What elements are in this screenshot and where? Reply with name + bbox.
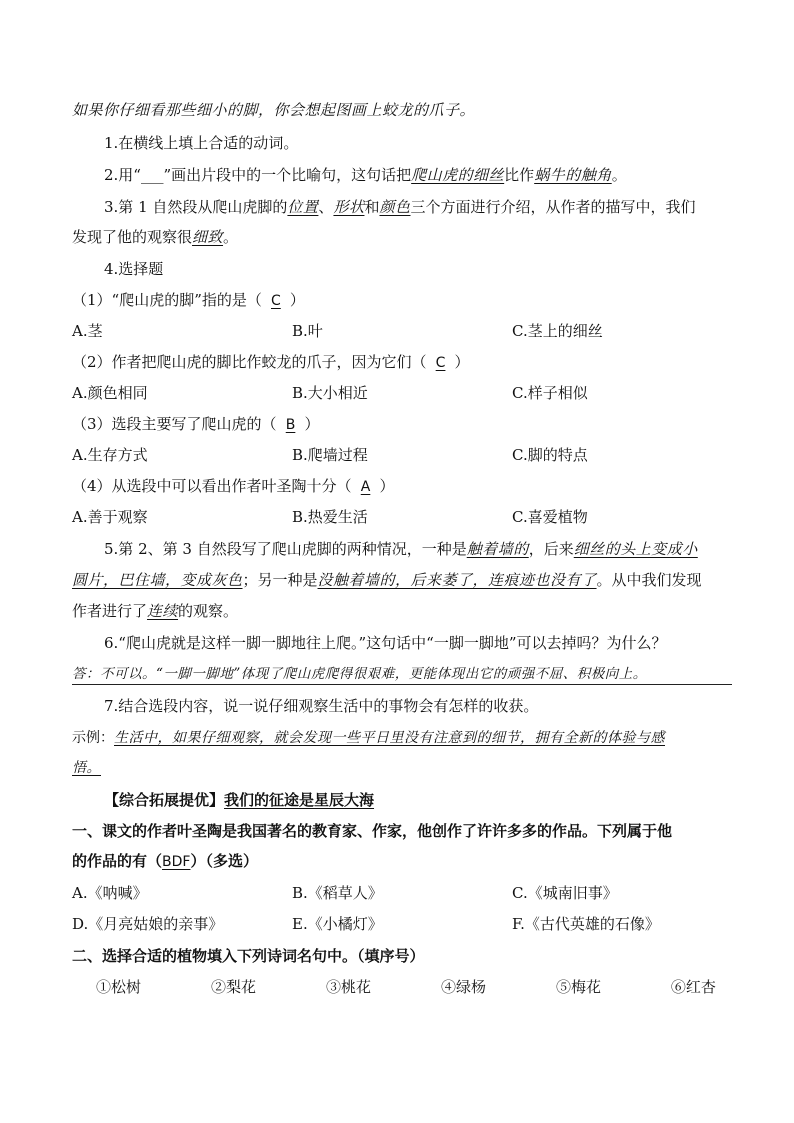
- question-2: [104, 164, 764, 186]
- question-7-answer-line-2: [72, 757, 732, 779]
- q5-l3-answer: 连续: [147, 602, 179, 620]
- q4-3-pre: （3）选段主要写了爬山虎的（: [72, 415, 277, 433]
- q5-l2-answer-a: 圆片，巴住墙，变成灰色: [72, 571, 243, 589]
- q3-l2-end: 。: [223, 228, 239, 246]
- q7-answer-line-1: 生活中，如果仔细观察，就会发现一些平日里没有注意到的细节，拥有全新的体验与感: [114, 730, 665, 746]
- q4-3-answer: B: [285, 417, 296, 433]
- q4-2-answer: C: [435, 355, 446, 371]
- q3-and: 和: [364, 198, 380, 216]
- q2-answer-a: 爬山虎的细丝: [411, 166, 505, 184]
- q4-2-pre: （2）作者把爬山虎的脚比作蛟龙的爪子，因为它们（: [72, 353, 427, 371]
- question-4-text: 4.选择题: [104, 260, 164, 278]
- q3-pre: 3.第 1 自然段从爬山虎脚的: [104, 198, 288, 216]
- q6-answer-text: 答：不可以。“一脚一脚地”体现了爬山虎爬得很艰难，更能体现出它的顽强不屈、积极向上。: [72, 666, 647, 682]
- option: D.《月亮姑娘的亲事》: [72, 915, 224, 933]
- q4-1-options: [72, 320, 732, 342]
- q5-answer-a: 触着墙的: [466, 540, 529, 558]
- intro-sentence: 如果你仔细看那些细小的脚，你会想起图画上蛟龙的爪子。: [72, 101, 476, 119]
- option: E.《小橘灯》: [292, 915, 383, 933]
- plant-option: ④绿杨: [440, 978, 486, 996]
- section-2-question: [72, 945, 732, 967]
- question-7-text: 7.结合选段内容，说一说仔细观察生活中的事物会有怎样的收获。: [104, 697, 539, 715]
- section-1-options-row-1: [72, 882, 732, 904]
- question-1-text: 1.在横线上填上合适的动词。: [104, 134, 299, 152]
- q5-l3-end: 的观察。: [178, 602, 239, 620]
- plant-option: ①松树: [96, 978, 142, 996]
- q2-mid: ”画出片段中的一个比喻句，这句话把: [163, 166, 412, 184]
- section-1-options-row-2: [72, 913, 732, 935]
- q3-answer-a: 位置: [287, 198, 319, 216]
- section-2-text: 二、选择合适的植物填入下列诗词名句中。（填序号）: [72, 947, 425, 965]
- q4-4: [72, 475, 732, 498]
- q4-1-answer: C: [271, 293, 281, 309]
- question-6: [104, 632, 732, 654]
- question-3: [104, 196, 764, 218]
- q4-3-end: ）: [304, 415, 320, 433]
- q7-answer-line-2: 悟。: [72, 760, 101, 776]
- q4-4-pre: （4）从选段中可以看出作者叶圣陶十分（: [72, 477, 352, 495]
- q4-2: [72, 351, 732, 374]
- section-title: 【综合拓展提优】: [104, 791, 225, 809]
- option: B.爬墙过程: [292, 446, 368, 464]
- answer-line: [72, 684, 732, 685]
- q5-l3-pre: 作者进行了: [72, 602, 148, 620]
- question-1: [104, 132, 764, 154]
- s1-answer: BDF: [162, 854, 191, 870]
- question-3-line-2: [72, 226, 732, 248]
- option: B.叶: [292, 322, 323, 340]
- q3-sep: 、: [318, 198, 334, 216]
- plant-option: ③桃花: [325, 978, 371, 996]
- question-7-answer: [72, 727, 732, 749]
- option: A.《呐喊》: [72, 884, 148, 902]
- q4-1-end: ）: [289, 291, 305, 309]
- q4-4-end: ）: [379, 477, 395, 495]
- option: B.《稻草人》: [292, 884, 383, 902]
- q2-answer-b: 蜗牛的触角: [534, 166, 612, 184]
- plant-option: ⑤梅花: [555, 978, 601, 996]
- q5-mid: ，后来: [528, 540, 574, 558]
- q2-pre: 2.用“: [104, 166, 141, 184]
- section-subtitle: 我们的征途是星辰大海: [224, 791, 375, 809]
- question-6-answer: [72, 663, 732, 685]
- q3-l2-pre: 发现了他的观察很: [72, 228, 193, 246]
- q2-blank: ___: [140, 166, 164, 184]
- q3-post: 三个方面进行介绍，从作者的描写中，我们: [410, 198, 696, 216]
- option: A.善于观察: [72, 508, 148, 526]
- q5-l2-mid: ；另一种是: [242, 571, 318, 589]
- option: A.生存方式: [72, 446, 148, 464]
- plant-option: ②梨花: [210, 978, 256, 996]
- plant-option: ⑥红杏: [670, 978, 716, 996]
- question-4: [104, 258, 764, 280]
- option: A.颜色相同: [72, 384, 148, 402]
- q7-label: 示例：: [72, 730, 114, 746]
- q3-l2-answer: 细致: [192, 228, 224, 246]
- option: C.《城南旧事》: [512, 884, 618, 902]
- q3-answer-b: 形状: [333, 198, 365, 216]
- question-7: [104, 695, 764, 717]
- option: C.茎上的细丝: [512, 322, 603, 340]
- plant-options: [96, 976, 716, 998]
- q4-1: [72, 289, 732, 312]
- option: C.脚的特点: [512, 446, 588, 464]
- q5-l2-end: 。从中我们发现: [596, 571, 702, 589]
- intro-text: [72, 99, 732, 121]
- question-5: [104, 538, 732, 560]
- q4-4-options: [72, 506, 732, 528]
- q3-answer-c: 颜色: [379, 198, 411, 216]
- option: A.茎: [72, 322, 103, 340]
- option: B.大小相近: [292, 384, 368, 402]
- q5-pre: 5.第 2、第 3 自然段写了爬山虎脚的两种情况，一种是: [104, 540, 467, 558]
- question-5-line-3: [72, 600, 732, 622]
- option: B.热爱生活: [292, 508, 368, 526]
- section-1-question: [72, 820, 732, 842]
- q2-mid2: 比作: [504, 166, 535, 184]
- q4-3-options: [72, 444, 732, 466]
- q4-3: [72, 413, 732, 436]
- s1-l2-pre: 的作品的有（: [72, 852, 163, 870]
- section-heading: [104, 789, 764, 811]
- q5-answer-b: 细丝的头上变成小: [573, 540, 698, 558]
- option: C.喜爱植物: [512, 508, 588, 526]
- question-6-text: 6.“爬山虎就是这样一脚一脚地往上爬。”这句话中“一脚一脚地”可以去掉吗？为什么？: [104, 634, 667, 652]
- q4-4-answer: A: [360, 479, 371, 495]
- q4-2-options: [72, 382, 732, 404]
- q4-1-pre: （1）“爬山虎的脚”指的是（: [72, 291, 262, 309]
- section-1-question-line-2: [72, 850, 732, 873]
- q4-2-end: ）: [454, 353, 470, 371]
- q5-l2-answer-b: 没触着墙的，后来萎了，连痕迹也没有了: [317, 571, 597, 589]
- option: F.《古代英雄的石像》: [512, 915, 660, 933]
- section-1-text: 一、课文的作者叶圣陶是我国著名的教育家、作家，他创作了许许多多的作品。下列属于他: [72, 822, 673, 840]
- option: C.样子相似: [512, 384, 588, 402]
- question-5-line-2: [72, 569, 732, 591]
- s1-l2-end: ）（多选）: [190, 852, 258, 870]
- q2-end: 。: [611, 166, 627, 184]
